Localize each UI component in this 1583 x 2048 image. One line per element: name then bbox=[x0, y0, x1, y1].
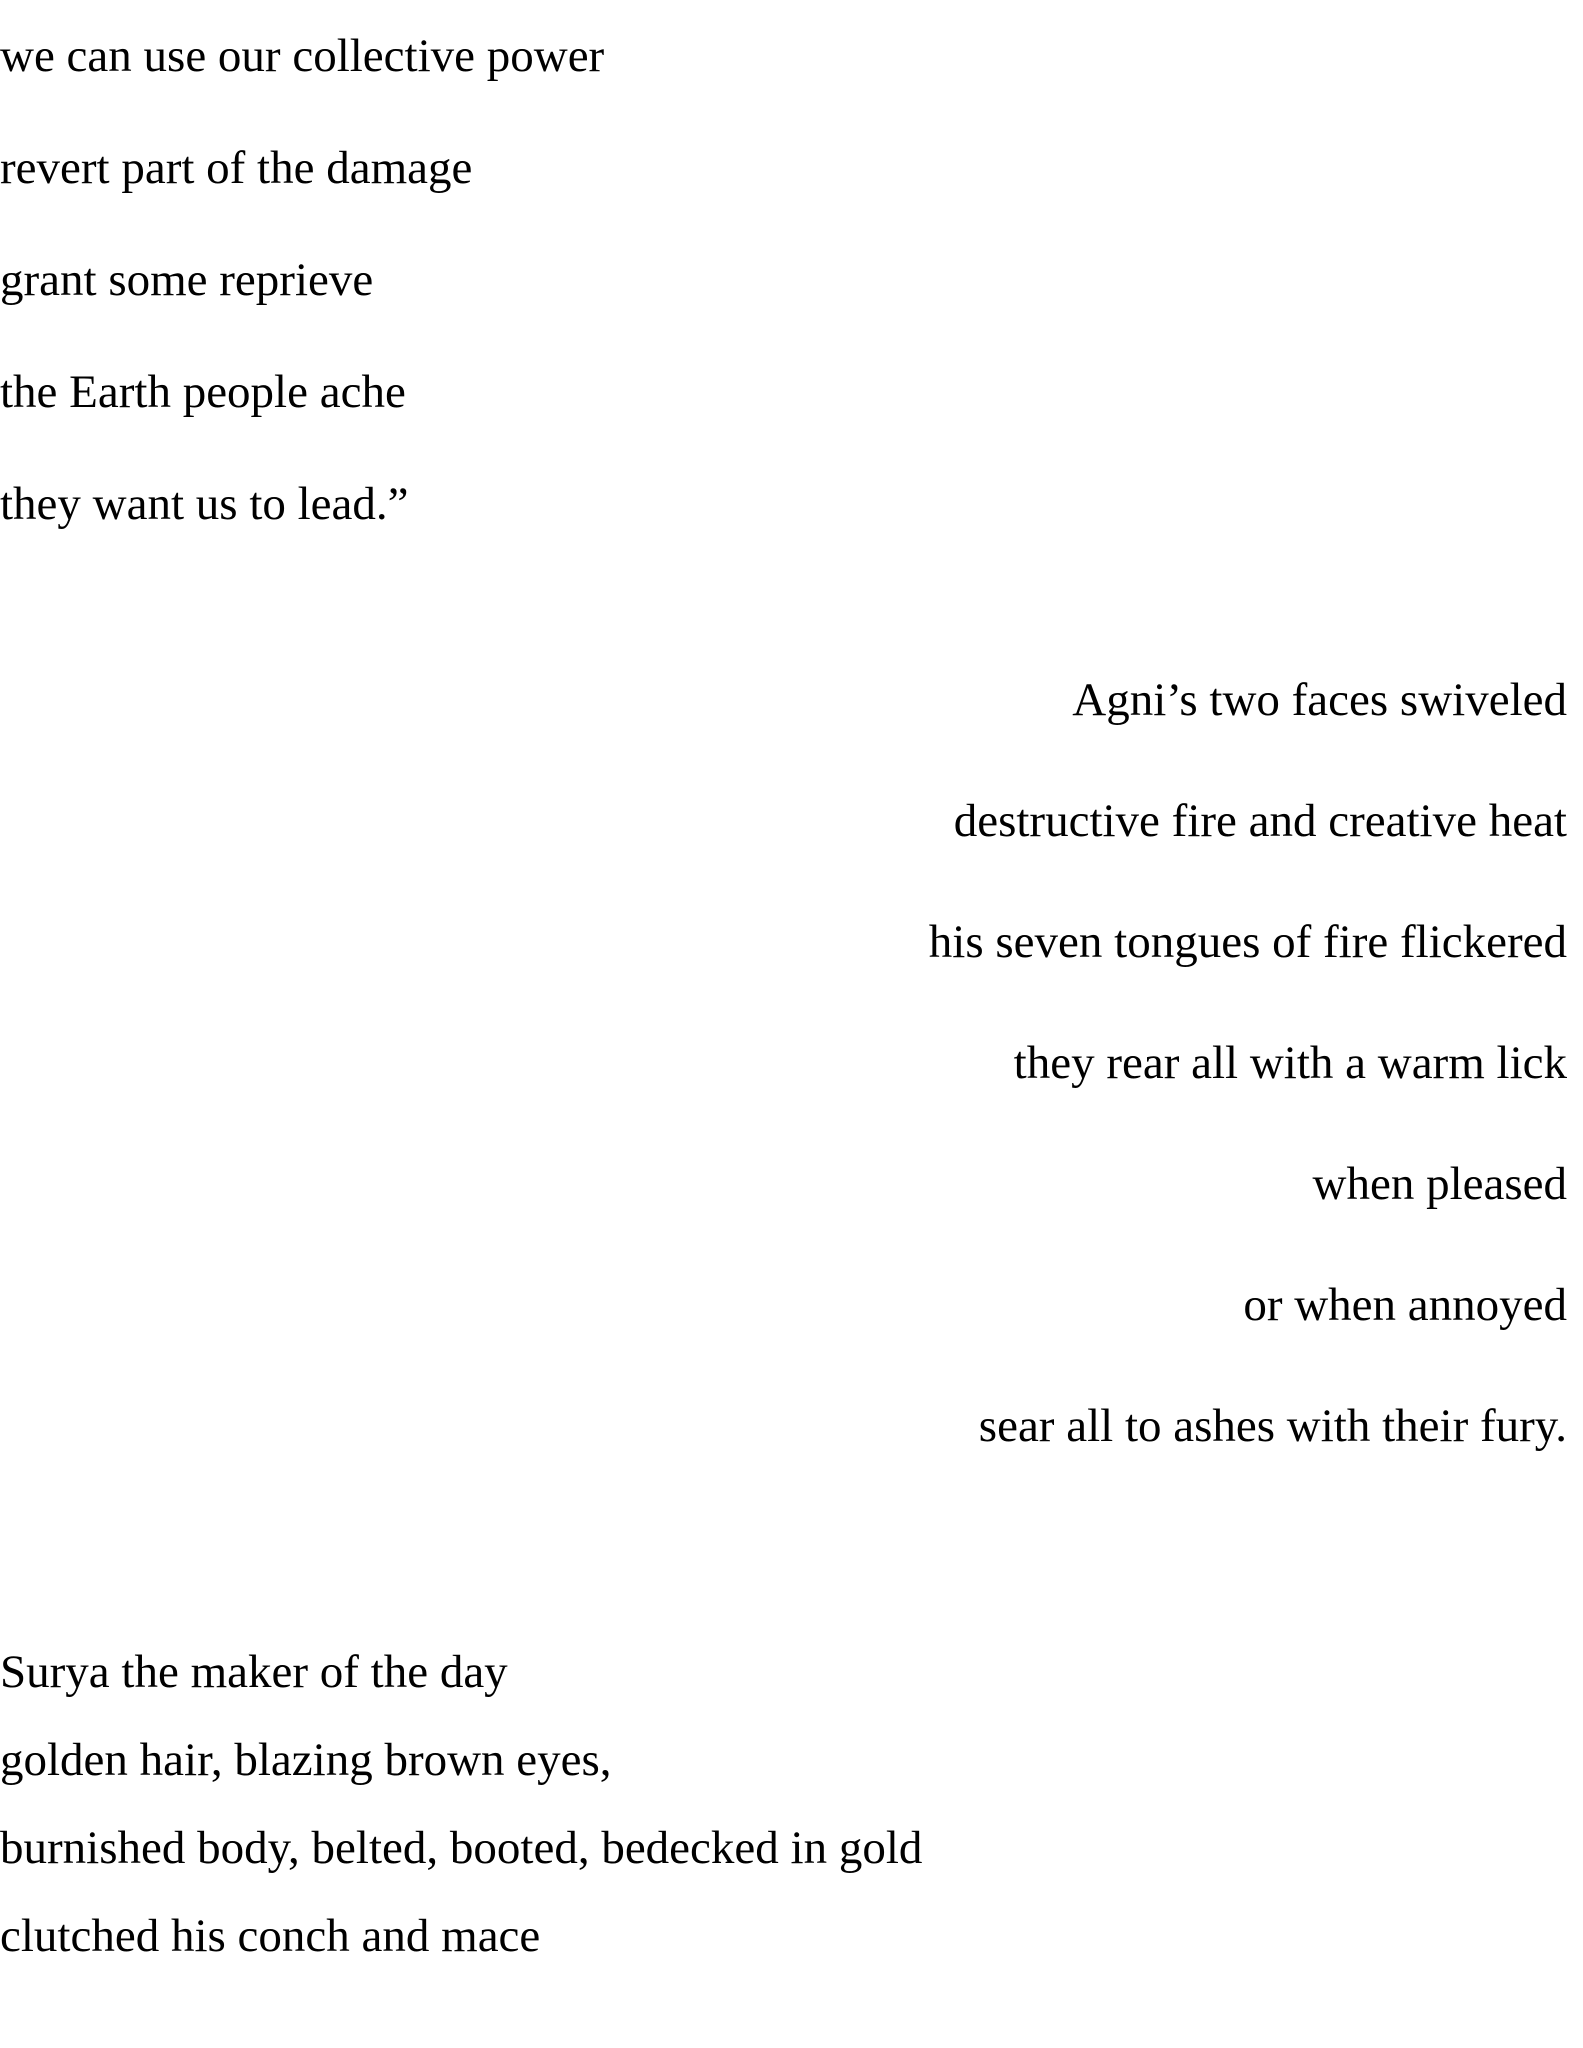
poem-line: Agni’s two faces swiveled bbox=[1072, 674, 1567, 726]
poem-line: destructive fire and creative heat bbox=[953, 795, 1567, 847]
poem-line: revert part of the damage bbox=[0, 142, 473, 194]
poem-line: Surya the maker of the day bbox=[0, 1646, 508, 1698]
poem-line: when pleased bbox=[1312, 1158, 1567, 1210]
poem-line: his seven tongues of fire flickered bbox=[928, 916, 1567, 968]
poem-line: we can use our collective power bbox=[0, 30, 605, 82]
poem-line: burnished body, belted, booted, bedecked in gold bbox=[0, 1822, 923, 1874]
poem-line: they rear all with a warm lick bbox=[1013, 1037, 1567, 1089]
poem-line: or when annoyed bbox=[1243, 1279, 1567, 1331]
poem-stanza-3 bbox=[0, 1628, 1300, 1980]
poem-line: they want us to lead.” bbox=[0, 478, 409, 530]
poem-line: sear all to ashes with their fury. bbox=[978, 1400, 1567, 1452]
poem-line: golden hair, blazing brown eyes, bbox=[0, 1734, 612, 1786]
poem-line: clutched his conch and mace bbox=[0, 1910, 541, 1962]
poem-line: the Earth people ache bbox=[0, 366, 406, 418]
poem-line: grant some reprieve bbox=[0, 254, 374, 306]
poem-stanza-1 bbox=[0, 0, 1000, 560]
poem-stanza-2 bbox=[320, 640, 1567, 1487]
